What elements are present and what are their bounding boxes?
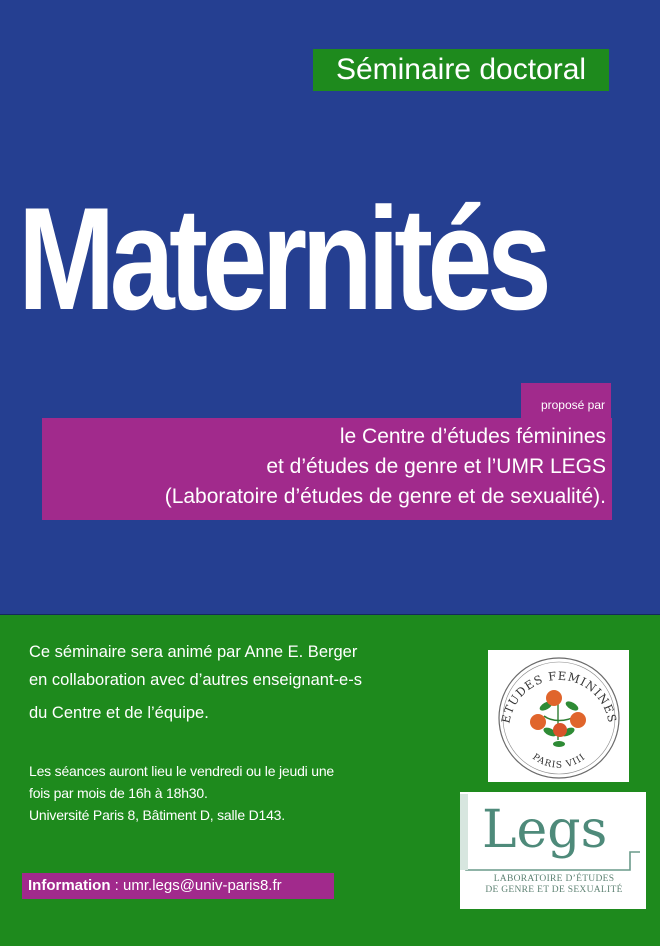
legs-subtitle-line: LABORATOIRE D’ÉTUDES bbox=[493, 874, 615, 884]
legs-subtitle-line: DE GENRE ET DE SEXUALITÉ bbox=[485, 885, 623, 895]
information-separator: : bbox=[110, 877, 124, 894]
description-line: Ce séminaire sera animé par Anne E. Berger bbox=[29, 643, 358, 661]
seminar-label: Séminaire doctoral bbox=[313, 49, 609, 91]
legs-word: Legs bbox=[482, 800, 608, 860]
proposer-line: le Centre d’études féminines bbox=[339, 425, 606, 448]
schedule-line: Les séances auront lieu le vendredi ou le jeudi une bbox=[29, 763, 335, 779]
etudes-feminines-logo bbox=[488, 650, 629, 782]
legs-subtitle bbox=[470, 874, 638, 896]
svg-text:PARIS VIII bbox=[530, 752, 587, 770]
information-bar bbox=[22, 873, 334, 899]
schedule-line: fois par mois de 16h à 18h30. bbox=[29, 785, 208, 801]
description-line: en collaboration avec d’autres enseignant-e-s bbox=[29, 671, 362, 689]
schedule-line: Université Paris 8, Bâtiment D, salle D143. bbox=[29, 807, 285, 823]
legs-logo bbox=[460, 792, 646, 909]
information-label: Information bbox=[28, 877, 111, 894]
proposer-line: et d’études de genre et l’UMR LEGS bbox=[266, 455, 606, 478]
page-title: Maternités bbox=[18, 177, 547, 340]
proposer-block bbox=[42, 418, 612, 520]
schedule-paragraph bbox=[29, 760, 459, 826]
etudes-feminines-seal-icon bbox=[488, 650, 629, 782]
description-line: du Centre et de l’équipe. bbox=[29, 704, 209, 722]
seal-bottom-text: PARIS VIII bbox=[530, 752, 588, 771]
proposer-line: (Laboratoire d’études de genre et de sexualité). bbox=[164, 485, 606, 508]
description-paragraph bbox=[29, 638, 459, 727]
proposer-label: proposé par bbox=[521, 383, 611, 418]
information-email-link[interactable]: umr.legs@univ-paris8.fr bbox=[123, 877, 282, 894]
seal-top-text: ETUDES FEMININES bbox=[498, 668, 620, 725]
